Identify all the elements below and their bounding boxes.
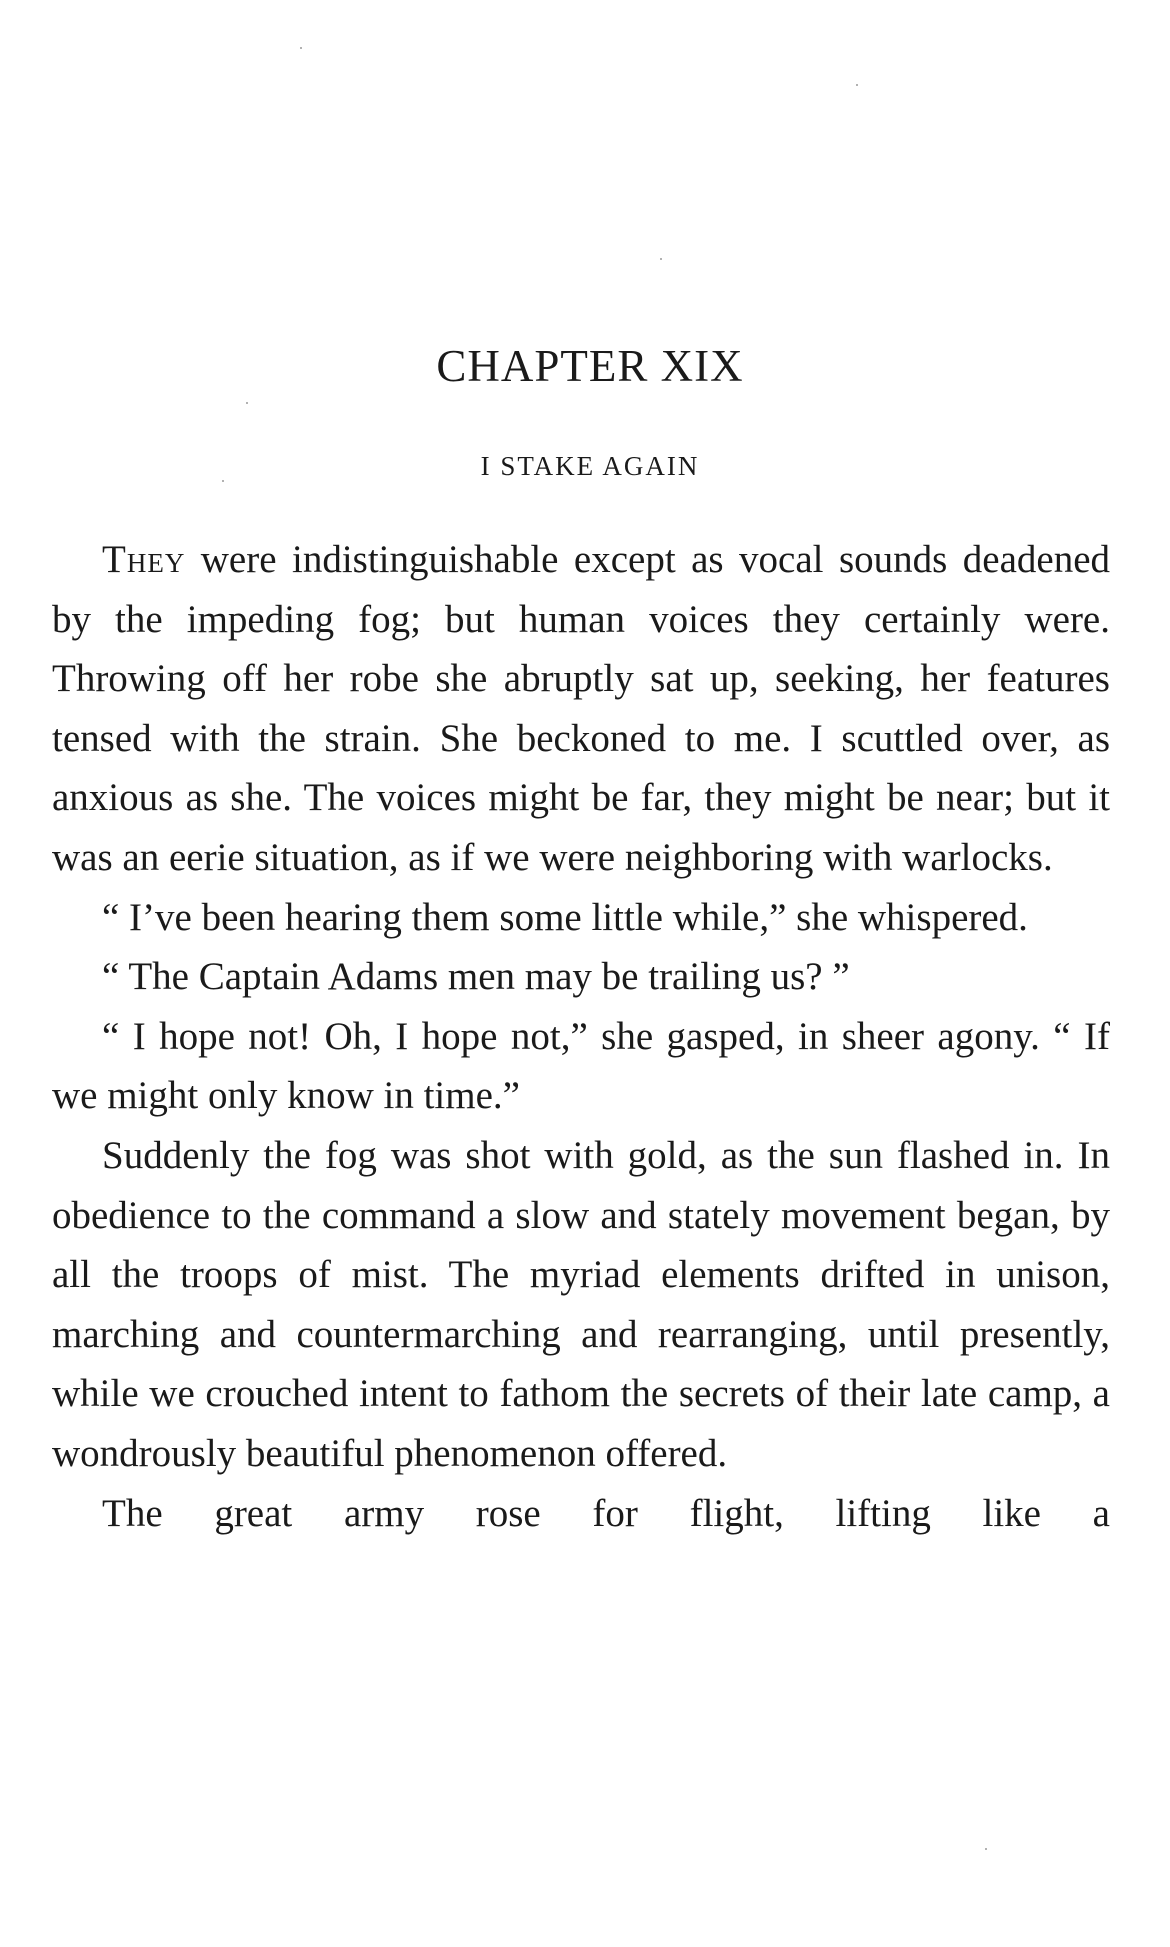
chapter-title: CHAPTER XIX (436, 341, 744, 391)
paper-speck (856, 84, 858, 86)
paragraph (52, 530, 1110, 888)
paragraph-lead-word: They (102, 538, 186, 581)
paper-speck (300, 47, 302, 49)
body-text (52, 530, 1110, 1543)
paragraph: “ I’ve been hearing them some little while,” she whispered. (102, 895, 1028, 939)
paper-speck (246, 402, 248, 404)
paper-speck (660, 258, 662, 260)
paragraph: Suddenly the fog was shot with gold, as the sun flashed in. In obedience to the command a slow and stately movement began, by all the troops of mist. The myriad elements drifted in unison, marching and countermarching and rearranging, until presently, while we crouched intent to fathom the secrets of their late camp, a wondrously beautiful phenomenon offered. (52, 1133, 1110, 1475)
paper-speck (985, 1848, 987, 1850)
paragraph: “ The Captain Adams men may be trailing us? ” (102, 955, 850, 999)
paragraph-text: were indistinguishable except as vocal sounds deadened by the impeding fog; but human voices they certainly were. Throwing off her robe she abruptly sat up, seeking, her features tensed with the strain. She beckoned to me. I scuttled over, as anxious as she. The voices might be far, they might be near; but it was an eerie situation, as if we were neighboring with warlocks. (52, 538, 1110, 879)
paragraph: The great army rose for flight, lifting like a (102, 1491, 1110, 1535)
paragraph: “ I hope not! Oh, I hope not,” she gasped, in sheer agony. “ If we might only know in time.” (52, 1014, 1110, 1118)
chapter-subtitle: I STAKE AGAIN (480, 451, 700, 481)
